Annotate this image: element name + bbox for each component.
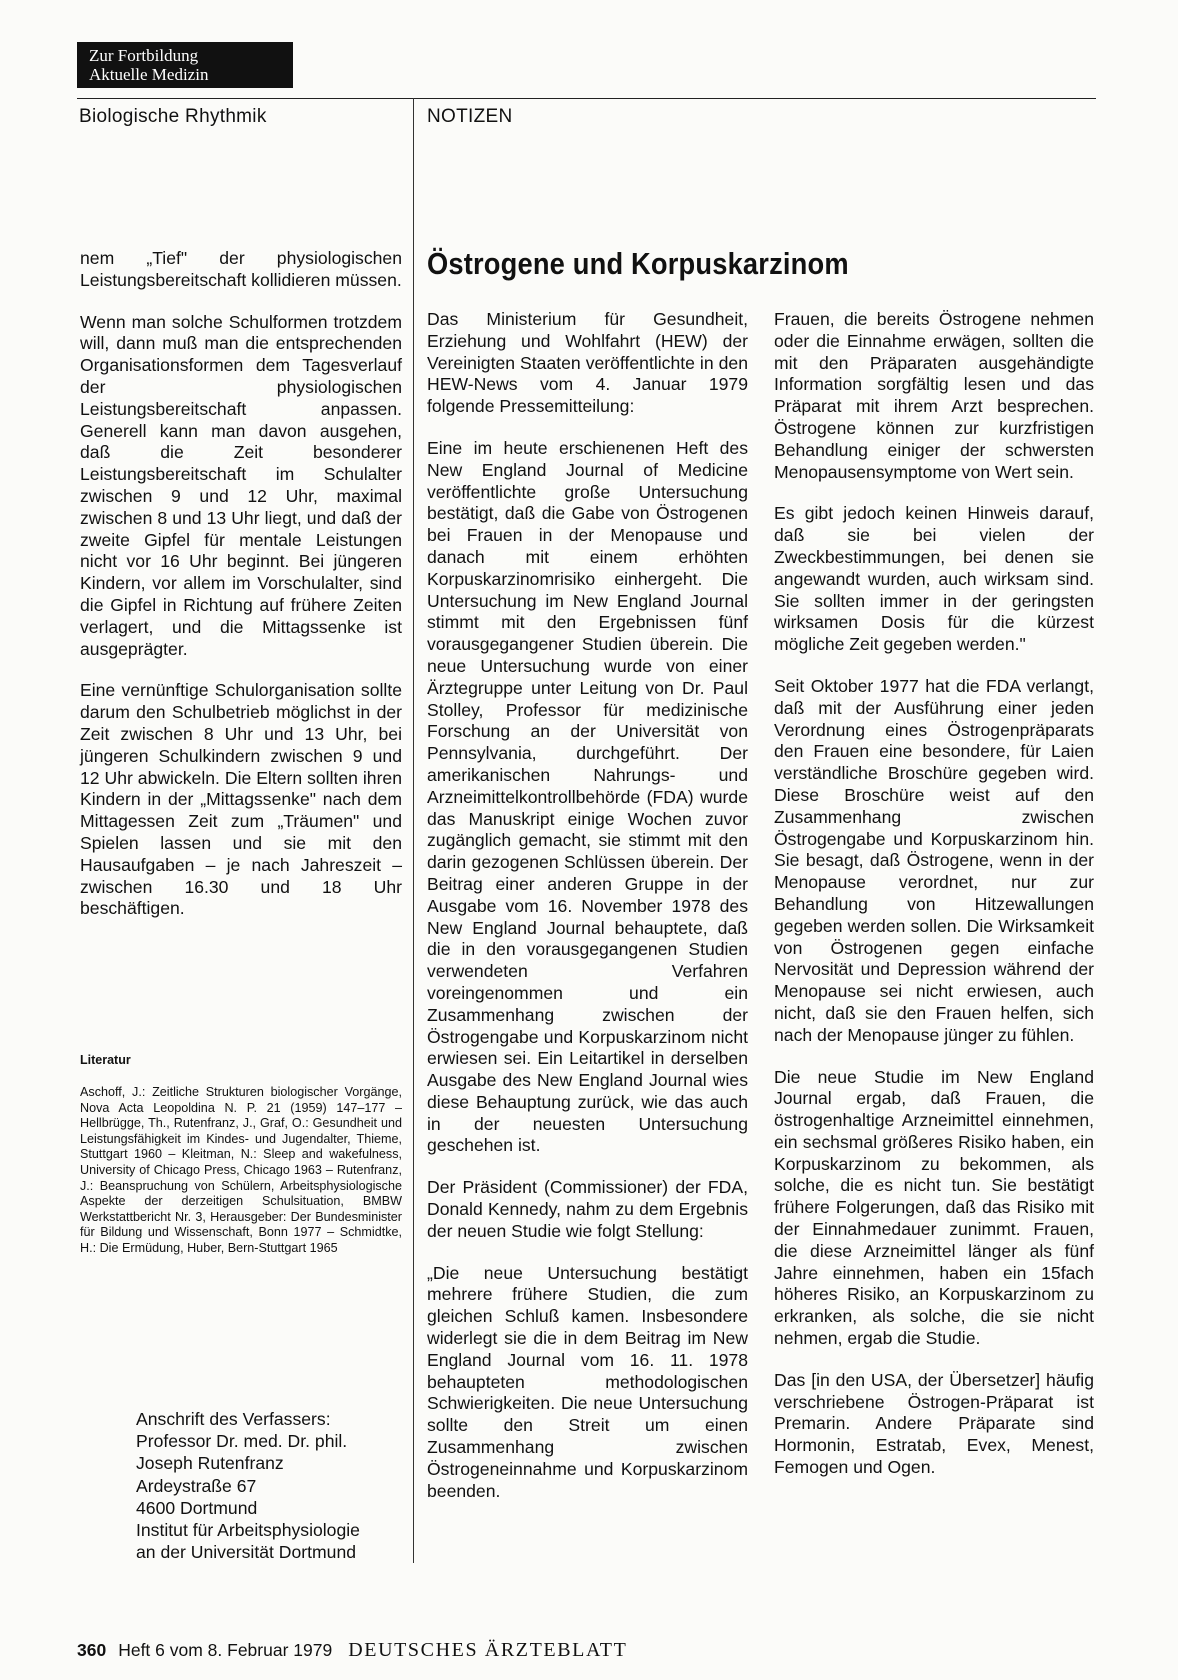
left-paragraph: Wenn man solche Schulformen trotzdem will, dann muß man die entsprechenden Organisationsformen dem Tagesverlauf der physiologischen Leistungsbereitschaft anpassen. Generell kann man davon ausgehen, daß die Zeit besonderer Leistungsbereitschaft im Schulalter zwischen 9 und 12 Uhr, maximal zwischen 8 und 13 Uhr liegt, und daß der zweite Gipfel für mentale Leistungen nicht vor 16 Uhr beginnt. Bei jüngeren Kindern, vor allem im Vorschulalter, sind die Gipfel in Richtung auf frühere Zeiten verlagert, und die Mittagssenke ist ausgeprägter. [80,311,402,659]
address-line: 4600 Dortmund [136,1497,258,1518]
article-paragraph: Seit Oktober 1977 hat die FDA verlangt, daß mit der Ausführung einer jeden Verordnung eines Östrogenpräparats den Frauen eine besondere, für Laien verständliche Broschüre gegeben wird. Diese Broschüre weist auf den Zusammenhang zwischen Östrogengabe und Korpuskarzinom hin. Sie besagt, daß Östrogene, wenn in der Menopause verordnet, nur zur Behandlung von Hitzewallungen gegeben werden sollen. Die Wirksamkeit von Östrogenen gegen einfache Nervosität und Depression während der Menopause sei nicht erwiesen, auch nicht, daß sie den Frauen helfen, sich nach der Menopause jünger zu fühlen. [774,675,1094,1045]
section-title-right: NOTIZEN [427,106,513,127]
issue-info: Heft 6 vom 8. Februar 1979 [118,1640,333,1660]
article-paragraph: Das Ministerium für Gesundheit, Erziehung und Wohlfahrt (HEW) der Vereinigten Staaten veröffentlichte in den HEW-News vom 4. Januar 1979 folgende Pressemitteilung: [427,309,748,417]
address-line: Anschrift des Verfassers: [136,1409,331,1429]
literature-heading: Literatur [80,1053,131,1067]
article-paragraph: Frauen, die bereits Östrogene nehmen oder die Einnahme erwägen, sollten die mit den Präparaten ausgehändigte Information sorgfältig lesen und das Präparat mit ihrem Arzt besprechen. Östrogene können zur kurzfristigen Behandlung einiger der schwersten Menopausensymptome von Wert sein. [774,309,1094,482]
left-column-text [80,248,402,920]
address-line: Joseph Rutenfranz [136,1453,284,1474]
article-paragraph: Es gibt jedoch keinen Hinweis darauf, daß sie bei vielen der Zweckbestimmungen, bei denen sie angewandt wurden, auch wirksam sind. Sie sollten immer in der geringsten wirksamen Dosis für die kürzest mögliche Zeit gegeben werden." [774,503,1094,655]
header-rule [77,98,1096,99]
article-paragraph: Eine im heute erschienenen Heft des New England Journal of Medicine veröffentlichte große Untersuchung bestätigt, daß die Gabe von Östrogenen bei Frauen in der Menopause und danach mit einem erhöhten Korpuskarzinomrisiko einhergeht. Die Untersuchung im New England Journal stimmt mit den Ergebnissen fünf vorausgegangener Studien überein. Die neue Untersuchung wurde von einer Ärztegruppe unter Leitung von Dr. Paul Stolley, Professor für medizinische Forschung an der Universität von Pennsylvania, durchgeführt. Der amerikanischen Nahrungs- und Arzneimittelkontrollbehörde (FDA) wurde das Manuskript einige Wochen zuvor zugänglich gemacht, sie stimmt mit den darin gezogenen Schlüssen überein. Der Beitrag einer anderen Gruppe in der Ausgabe vom 16. November 1978 des New England Journal behauptete, daß die in den vorausgegangenen Studien verwendeten Verfahren voreingenommen und ein Zusammenhang zwischen der Östrogengabe und Korpuskarzinom nicht erwiesen sei. Ein Leitartikel in derselben Ausgabe des New England Journal wies diese Behauptung zurück, wie das auch in der neuesten Untersuchung geschehen ist. [427,437,748,1156]
address-line: Professor Dr. med. Dr. phil. [136,1431,348,1452]
rubric-box [77,42,293,88]
column-divider [413,98,414,1563]
rubric-line-1: Zur Fortbildung [89,46,199,65]
address-line: Institut für Arbeitsphysiologie [136,1520,360,1541]
article-paragraph: Das [in den USA, der Übersetzer] häufig verschriebene Östrogen-Präparat ist Premarin. Andere Präparate sind Hormonin, Estratab, Evex, Menest, Femogen und Ogen. [774,1369,1094,1478]
author-address [136,1408,406,1563]
article-column-2 [774,309,1094,1479]
rubric-line-2: Aktuelle Medizin [89,65,209,84]
address-line: Ardeystraße 67 [136,1475,257,1496]
page-number: 360 [77,1640,107,1660]
article-paragraph: Die neue Studie im New England Journal ergab, daß Frauen, die östrogenhaltige Arzneimittel einnehmen, ein sechsmal größeres Risiko haben, ein Korpuskarzinom zu bekommen, als solche, die es nicht tun. Sie bestätigt frühere Folgerungen, daß das Risiko mit der Einnahmedauer zunimmt. Frauen, die diese Arzneimittel länger als fünf Jahre einnehmen, haben ein 15fach höheres Risiko, an Korpuskarzinom zu erkranken, als solche, die sie nicht nehmen, ergab die Studie. [774,1066,1094,1349]
left-paragraph: nem „Tief" der physiologischen Leistungsbereitschaft kollidieren müssen. [80,248,402,290]
literature-references: Aschoff, J.: Zeitliche Strukturen biologischer Vorgänge, Nova Acta Leopoldina N. P. 21 (1959) 147–177 – Hellbrügge, Th., Rutenfranz, J., Graf, O.: Gesundheit und Leistungsfähigkeit im Kindes- und Jugendalter, Thieme, Stuttgart 1960 – Kleitman, N.: Sleep and wakefulness, University of Chicago Press, Chicago 1963 – Rutenfranz, J.: Beanspruchung von Schülern, Arbeitsphysiologische Aspekte der derzeitigen Schulsituation, BMBW Werkstattbericht Nr. 3, Herausgeber: Der Bundesminister für Bildung und Wissenschaft, Bonn 1977 – Schmidtke, H.: Die Ermüdung, Huber, Bern-Stuttgart 1965 [80,1085,402,1255]
publication-name: DEUTSCHES ÄRZTEBLATT [348,1639,628,1661]
section-title-left: Biologische Rhythmik [79,106,267,127]
article-paragraph: „Die neue Untersuchung bestätigt mehrere frühere Studien, die zum gleichen Schluß kamen. Insbesondere widerlegt sie die in dem Beitrag im New England Journal vom 16. 11. 1978 behaupteten methodologischen Schwierigkeiten. Die neue Untersuchung sollte den Streit um einen Zusammenhang zwischen Östrogeneinnahme und Korpuskarzinom beenden. [427,1262,748,1501]
article-paragraph: Der Präsident (Commissioner) der FDA, Donald Kennedy, nahm zu dem Ergebnis der neuen Studie wie folgt Stellung: [427,1177,748,1241]
article-title: Östrogene und Korpuskarzinom [427,246,849,281]
address-line: an der Universität Dortmund [136,1542,357,1563]
article-column-1 [427,309,748,1502]
left-paragraph: Eine vernünftige Schulorganisation sollte darum den Schulbetrieb möglichst in der Zeit zwischen 8 Uhr und 13 Uhr, bei jüngeren Schulkindern zwischen 9 und 12 Uhr abwickeln. Die Eltern sollten ihren Kindern in der „Mittagssenke" nach dem Mittagessen Zeit zum „Träumen" und Spielen lassen und sie mit den Hausaufgaben – je nach Jahreszeit – zwischen 16.30 und 18 Uhr beschäftigen. [80,680,402,919]
page-footer [77,1639,627,1662]
